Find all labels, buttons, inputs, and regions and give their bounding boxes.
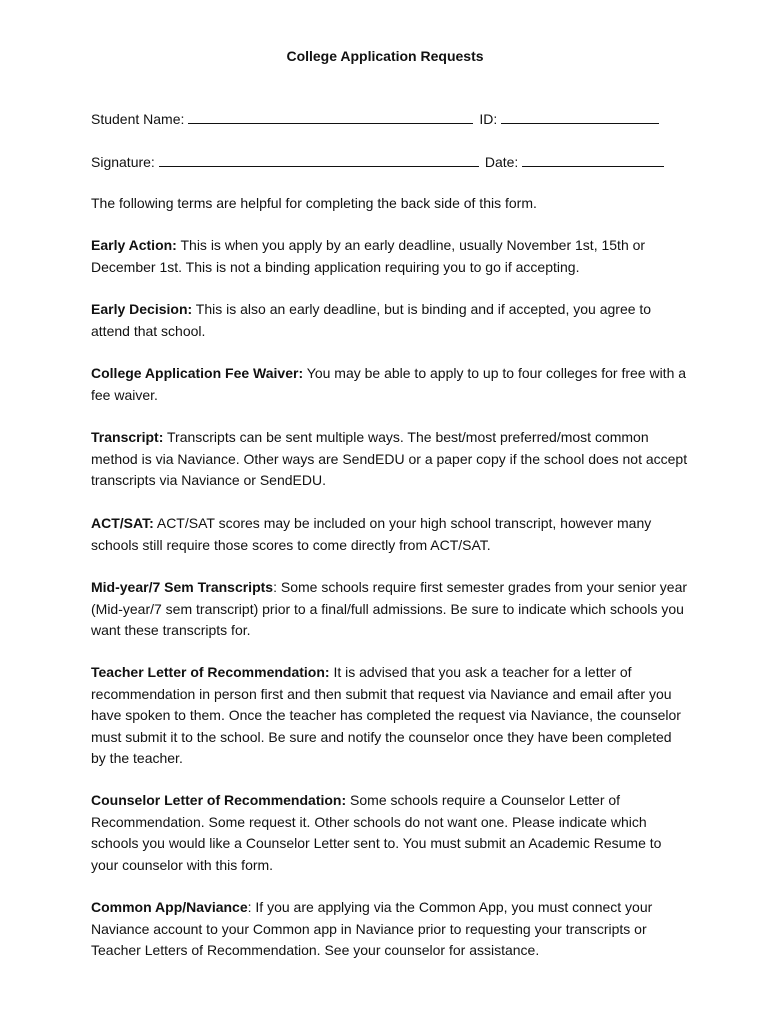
- student-info-row: [91, 108, 659, 129]
- student-name-field[interactable]: [188, 108, 473, 124]
- term-label: Transcript:: [91, 429, 164, 445]
- term-early-action: [91, 235, 689, 278]
- date-label: Date:: [484, 154, 519, 170]
- term-common-app: [91, 897, 689, 962]
- term-definition: This is also an early deadline, but is binding and if accepted, you agree to attend that school.: [91, 301, 652, 339]
- term-definition: ACT/SAT scores may be included on your high school transcript, however many schools still require those scores to come directly from ACT/SAT.: [91, 515, 652, 553]
- term-definition: You may be able to apply to up to four colleges for free with a fee waiver.: [91, 365, 687, 403]
- term-label: Counselor Letter of Recommendation:: [91, 792, 347, 808]
- signature-row: [91, 151, 664, 172]
- term-label: Teacher Letter of Recommendation:: [91, 664, 330, 680]
- term-counselor-letter: [91, 790, 689, 876]
- student-name-label: Student Name:: [91, 111, 185, 127]
- term-label: Common App/Naviance: [91, 899, 248, 915]
- term-definition: It is advised that you ask a teacher for a letter of recommendation in person first and then submit that request via Naviance and email after you have spoken to them. Once the teacher has completed the request via Naviance, the counselor must submit it to the school. Be sure and notify the counselor once they have been completed by the teacher.: [91, 664, 681, 766]
- page-title: College Application Requests: [286, 48, 484, 64]
- date-field[interactable]: [522, 151, 664, 167]
- term-label: Early Decision:: [91, 301, 193, 317]
- term-definition: : If you are applying via the Common App, you must connect your Naviance account to your Common app in Naviance prior to requesting your transcripts or Teacher Letters of Recommendation. See your counselor for assistance.: [91, 899, 653, 958]
- id-field[interactable]: [501, 108, 659, 124]
- term-definition: This is when you apply by an early deadline, usually November 1st, 15th or December 1st. This is not a binding application requiring you to go if accepting.: [91, 237, 646, 275]
- term-definition: Some schools require a Counselor Letter of Recommendation. Some request it. Other schools do not want one. Please indicate which schools you would like a Counselor Letter sent to. You must submit an Academic Resume to your counselor with this form.: [91, 792, 662, 873]
- term-label: ACT/SAT:: [91, 515, 154, 531]
- term-midyear-transcripts: [91, 577, 689, 642]
- id-label: ID:: [479, 111, 498, 127]
- term-fee-waiver: [91, 363, 689, 406]
- term-early-decision: [91, 299, 689, 342]
- signature-label: Signature:: [91, 154, 155, 170]
- term-act-sat: [91, 513, 689, 556]
- term-label: College Application Fee Waiver:: [91, 365, 304, 381]
- term-definition: : Some schools require first semester grades from your senior year (Mid-year/7 sem transcript) prior to a final/full admissions. Be sure to indicate which schools you want these transcripts for.: [91, 579, 688, 638]
- term-transcript: [91, 427, 689, 492]
- term-label: Mid-year/7 Sem Transcripts: [91, 579, 274, 595]
- signature-field[interactable]: [159, 151, 479, 167]
- term-definition: Transcripts can be sent multiple ways. The best/most preferred/most common method is via Naviance. Other ways are SendEDU or a paper copy if the school does not accept transcripts via Naviance or SendEDU.: [91, 429, 688, 488]
- intro-text: The following terms are helpful for completing the back side of this form.: [91, 195, 537, 211]
- term-label: Early Action:: [91, 237, 177, 253]
- term-teacher-letter: [91, 662, 689, 770]
